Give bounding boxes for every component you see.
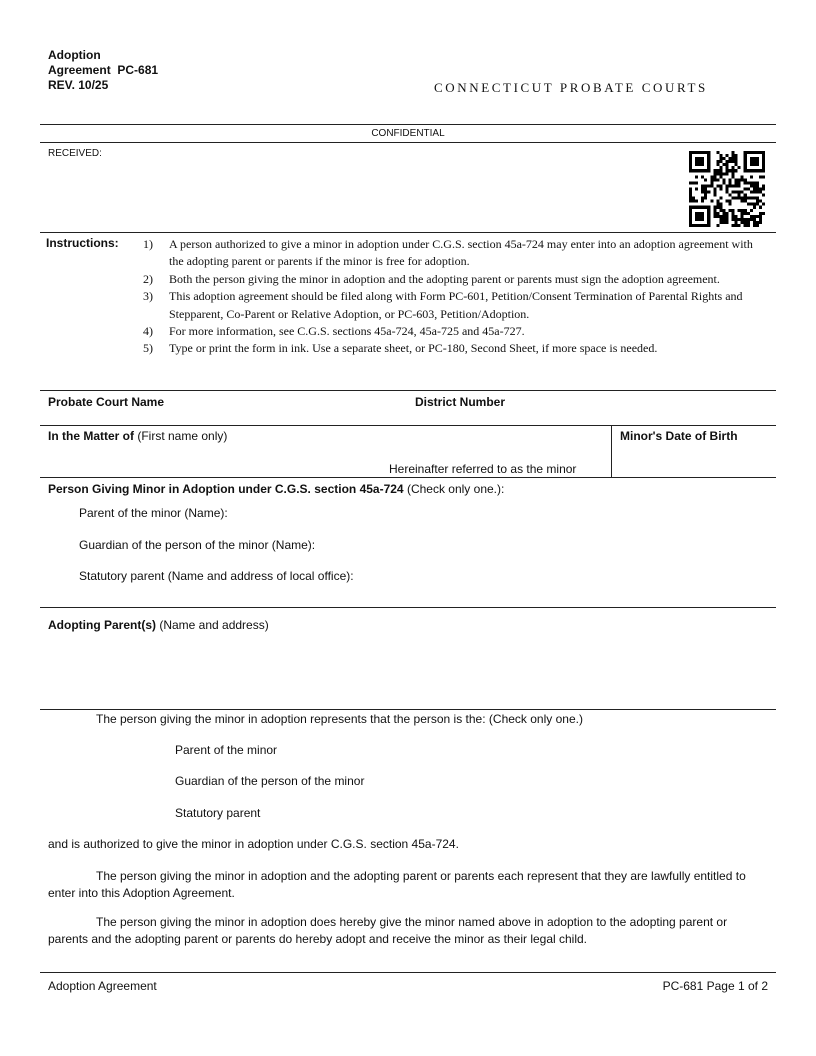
representation-intro: The person giving the minor in adoption represents that the person is the: (Check only one.) bbox=[96, 712, 583, 726]
probate-court-name-field[interactable]: Probate Court Name bbox=[48, 395, 165, 409]
divider bbox=[611, 425, 612, 477]
rep-statutory-checkbox[interactable]: Statutory parent bbox=[175, 806, 261, 820]
confidential-label: CONFIDENTIAL bbox=[371, 128, 445, 139]
in-matter-of-field[interactable]: In the Matter of (First name only) bbox=[48, 429, 228, 443]
instructions-list bbox=[143, 236, 763, 358]
adoption-grant-paragraph: The person giving the minor in adoption does hereby give the minor named above in adoption to the adopting parent or parents and the adopting parent or parents do hereby adopt and receive the minor as their legal child. bbox=[48, 915, 728, 946]
person-giving-heading: Person Giving Minor in Adoption under C.G.S. section 45a-724 (Check only one.): bbox=[48, 482, 505, 496]
divider bbox=[40, 709, 776, 710]
option-parent-checkbox[interactable]: Parent of the minor (Name): bbox=[79, 506, 228, 520]
divider bbox=[40, 477, 776, 478]
rep-parent-checkbox[interactable]: Parent of the minor bbox=[175, 743, 278, 757]
footer-form-name: Adoption Agreement bbox=[48, 979, 157, 993]
divider bbox=[40, 124, 776, 125]
instructions-label: Instructions: bbox=[46, 236, 119, 250]
form-name: Adoption bbox=[48, 48, 101, 62]
hereinafter-note: Hereinafter referred to as the minor bbox=[389, 462, 577, 476]
district-number-field[interactable]: District Number bbox=[415, 395, 506, 409]
divider bbox=[40, 607, 776, 608]
instruction-item: 5) Type or print the form in ink. Use a separate sheet, or PC-180, Second Sheet, if more space is needed. bbox=[143, 341, 658, 356]
adopting-parents-field[interactable]: Adopting Parent(s) (Name and address) bbox=[48, 618, 269, 632]
divider bbox=[40, 142, 776, 143]
rep-guardian-checkbox[interactable]: Guardian of the person of the minor bbox=[175, 774, 365, 788]
minor-dob-field[interactable]: Minor's Date of Birth bbox=[620, 429, 738, 443]
divider bbox=[40, 425, 776, 426]
form-revision: REV. 10/25 bbox=[48, 78, 109, 92]
qr-code-icon bbox=[689, 151, 765, 227]
option-statutory-checkbox[interactable]: Statutory parent (Name and address of local office): bbox=[79, 569, 354, 583]
divider bbox=[40, 232, 776, 233]
lawful-entitlement-paragraph: The person giving the minor in adoption and the adopting parent or parents each represent that they are lawfully entitled to enter into this Adoption Agreement. bbox=[48, 869, 746, 900]
authorized-statement: and is authorized to give the minor in adoption under C.G.S. section 45a-724. bbox=[48, 837, 459, 851]
instruction-item: 3) This adoption agreement should be filed along with Form PC-601, Petition/Consent Termination of Parental Rights and Stepparent, Co-Parent or Relative Adoption, or PC-603, Petition/Adoption. bbox=[143, 289, 743, 321]
form-title-block bbox=[48, 48, 158, 93]
option-guardian-checkbox[interactable]: Guardian of the person of the minor (Name): bbox=[79, 538, 316, 552]
received-label: RECEIVED: bbox=[48, 148, 102, 159]
court-name: CONNECTICUT PROBATE COURTS bbox=[434, 80, 708, 95]
instruction-item: 2) Both the person giving the minor in adoption and the adopting parent or parents must sign the adoption agreement. bbox=[143, 271, 720, 286]
divider bbox=[40, 390, 776, 391]
form-code: Agreement PC-681 bbox=[48, 63, 159, 77]
instruction-item: 4) For more information, see C.G.S. sections 45a-724, 45a-725 and 45a-727. bbox=[143, 324, 525, 339]
footer-page-number: PC-681 Page 1 of 2 bbox=[662, 979, 768, 993]
instruction-item: 1) A person authorized to give a minor in adoption under C.G.S. section 45a-724 may enter into an adoption agreement with the adopting parent or parents if the minor is free for adoption. bbox=[143, 237, 753, 269]
divider bbox=[40, 972, 776, 973]
